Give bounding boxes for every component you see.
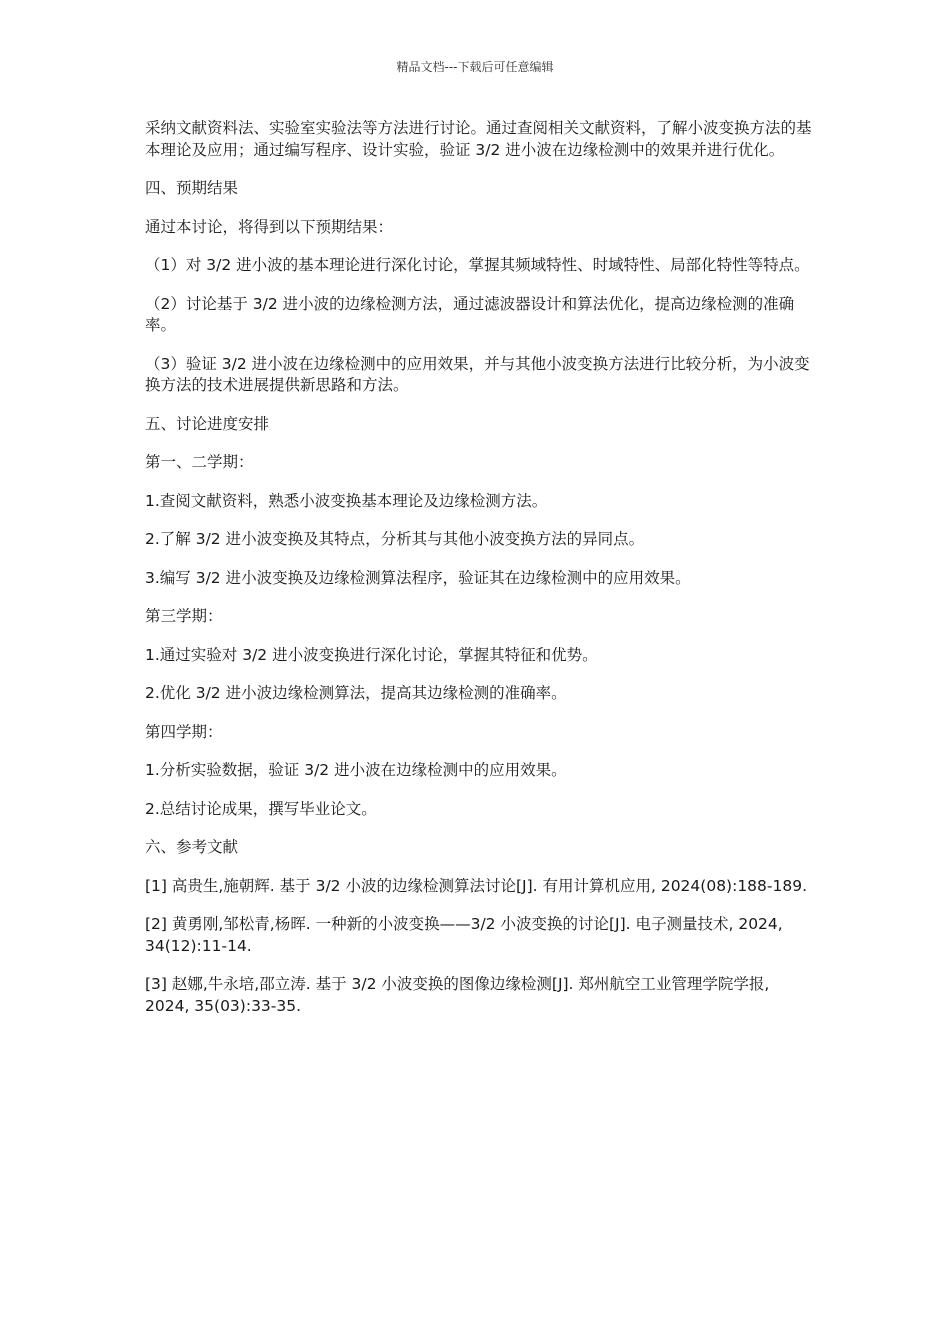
schedule-item: 3.编写 3/2 进小波变换及边缘检测算法程序，验证其在边缘检测中的应用效果。 [145,568,691,587]
section-heading-expected-results: 四、预期结果 [145,179,239,197]
section-heading-references: 六、参考文献 [145,838,239,856]
schedule-period-heading: 第四学期： [145,722,223,741]
schedule-period-heading: 第一、二学期： [145,453,254,471]
document-body [145,118,813,1034]
expected-results-intro: 通过本讨论，将得到以下预期结果： [145,217,394,236]
schedule-item: 2.了解 3/2 进小波变换及其特点，分析其与其他小波变换方法的异同点。 [145,530,645,548]
expected-result-item: （3）验证 3/2 进小波在边缘检测中的应用效果，并与其他小波变换方法进行比较分析，为小波变换方法的技术进展提供新思路和方法。 [145,354,810,394]
reference-item: [2] 黄勇刚,邹松青,杨晖. 一种新的小波变换——3/2 小波变换的讨论[J]. 电子测量技术, 2024, 34(12):11-14. [145,915,783,955]
page-header: 精品文档---下载后可任意编辑 [396,60,554,74]
reference-item: [1] 高贵生,施朝辉. 基于 3/2 小波的边缘检测算法讨论[J]. 有用计算机应用, 2024(08):188-189. [145,876,808,895]
schedule-item: 2.优化 3/2 进小波边缘检测算法，提高其边缘检测的准确率。 [145,684,567,702]
schedule-period-heading: 第三学期： [145,607,223,625]
schedule-item: 1.分析实验数据，验证 3/2 进小波在边缘检测中的应用效果。 [145,761,567,779]
schedule-item: 1.通过实验对 3/2 进小波变换进行深化讨论，掌握其特征和优势。 [145,645,598,664]
section-heading-schedule: 五、讨论进度安排 [145,414,270,433]
reference-item: [3] 赵娜,牛永培,邵立涛. 基于 3/2 小波变换的图像边缘检测[J]. 郑州航空工业管理学院学报, 2024, 35(03):33-35. [145,975,770,1015]
expected-result-item: （2）讨论基于 3/2 进小波的边缘检测方法，通过滤波器设计和算法优化，提高边缘检测的准确率。 [145,294,795,334]
method-paragraph: 采纳文献资料法、实验室实验法等方法进行讨论。通过查阅相关文献资料，了解小波变换方法的基本理论及应用；通过编写程序、设计实验，验证 3/2 进小波在边缘检测中的效果并进行优化。 [145,119,812,159]
expected-result-item: （1）对 3/2 进小波的基本理论进行深化讨论，掌握其频域特性、时域特性、局部化特性等特点。 [145,256,810,274]
schedule-item: 2.总结讨论成果，撰写毕业论文。 [145,799,377,818]
schedule-item: 1.查阅文献资料，熟悉小波变换基本理论及边缘检测方法。 [145,491,548,510]
